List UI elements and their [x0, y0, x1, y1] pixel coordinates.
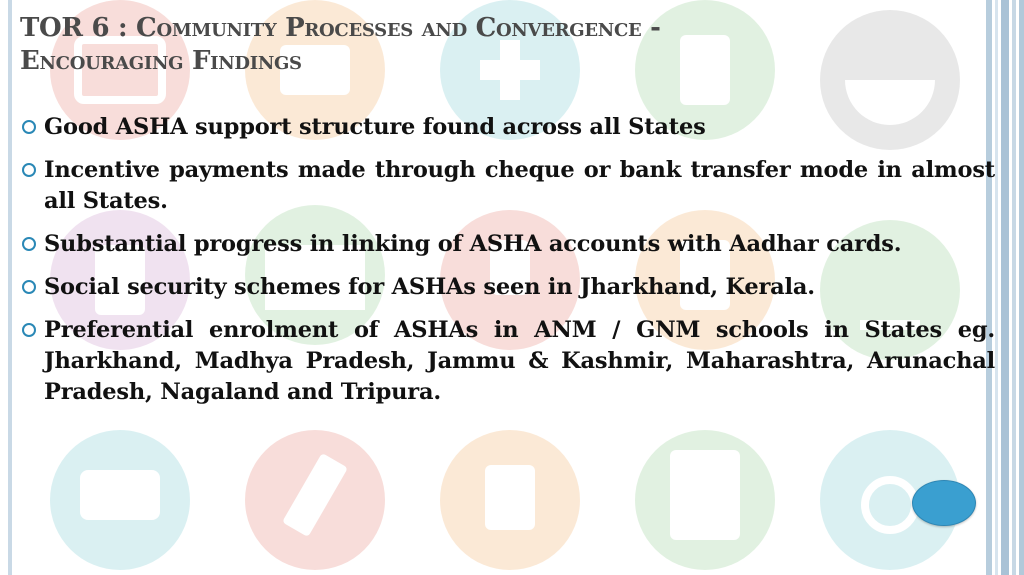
- clipboard-icon: [635, 430, 775, 570]
- slide-title: TOR 6 : Community Processes and Convergence - Encouraging Findings: [20, 13, 661, 76]
- ambulance-icon: [50, 430, 190, 570]
- bullet-text: Preferential enrolment of ASHAs in ANM / GNM schools in States eg. Jharkhand, Madhya Pradesh, Jammu & Kashmir, Maharashtra, Arunachal Pradesh, Nagaland and Tripura.: [44, 317, 995, 405]
- bullet-item: [20, 155, 995, 217]
- slide-nav-button[interactable]: [912, 480, 976, 526]
- bullet-item: [20, 315, 995, 408]
- bullet-ring-icon: [22, 237, 36, 251]
- bullet-item: [20, 272, 995, 303]
- bullet-text: Good ASHA support structure found across all States: [44, 114, 706, 140]
- medicine-bottle-icon: [440, 430, 580, 570]
- left-border-stripe: [8, 0, 12, 575]
- syringe-icon: [245, 430, 385, 570]
- bullet-item: [20, 229, 995, 260]
- bullet-ring-icon: [22, 323, 36, 337]
- bullet-ring-icon: [22, 120, 36, 134]
- bullet-ring-icon: [22, 280, 36, 294]
- bullet-text: Incentive payments made through cheque or bank transfer mode in almost all States.: [44, 157, 995, 214]
- bullet-text: Social security schemes for ASHAs seen in Jharkhand, Kerala.: [44, 274, 815, 300]
- bullet-item: [20, 112, 995, 143]
- bullet-ring-icon: [22, 163, 36, 177]
- bullet-list: [20, 112, 995, 420]
- bullet-text: Substantial progress in linking of ASHA accounts with Aadhar cards.: [44, 231, 902, 257]
